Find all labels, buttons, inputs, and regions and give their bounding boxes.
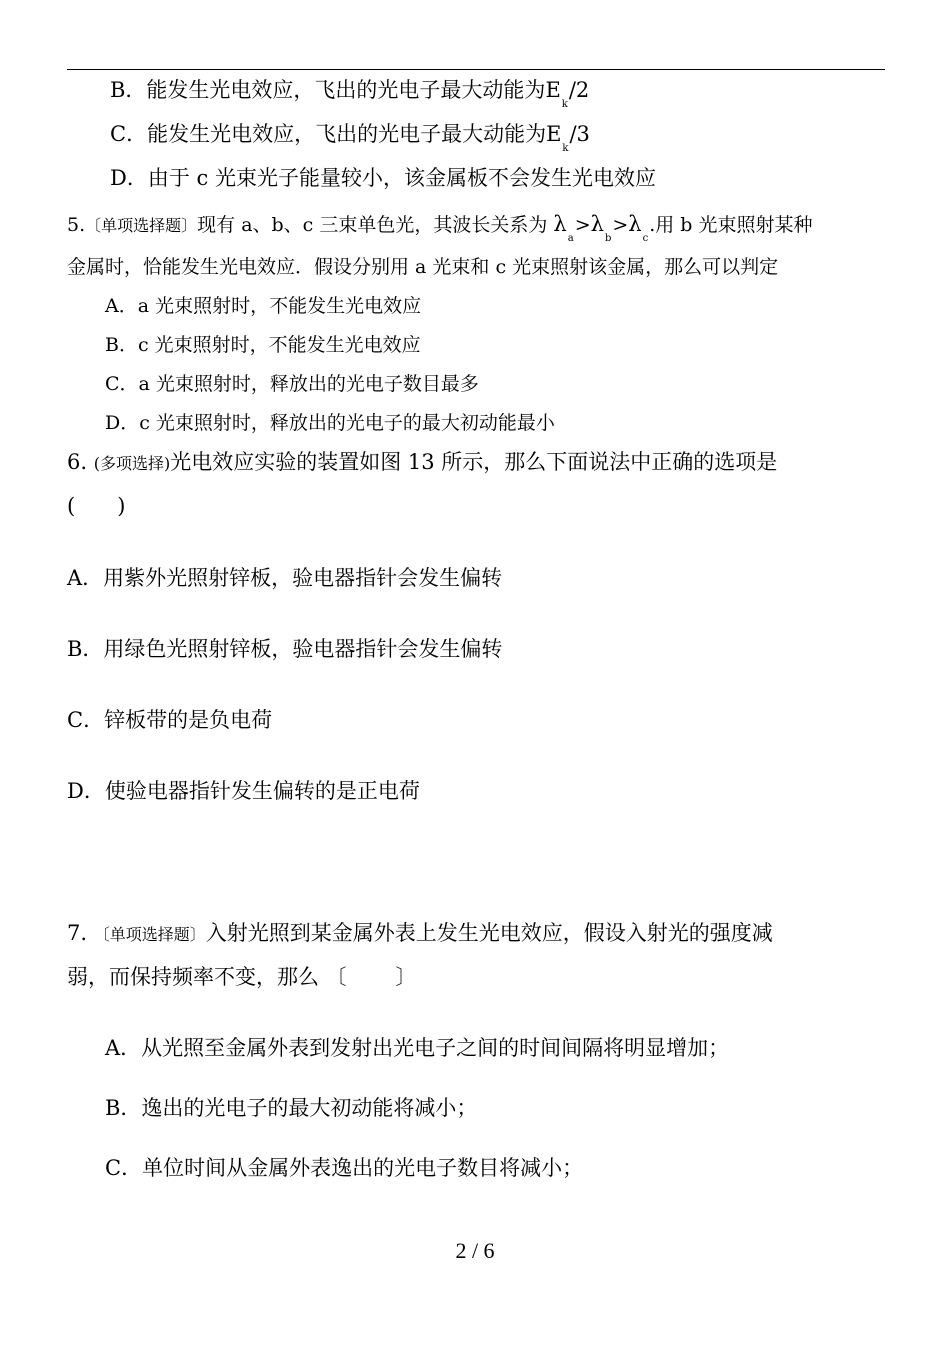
q5-stem-line2: 金属时，恰能发生光电效应．假设分别用 a 光束和 c 光束照射该金属，那么可以判定 [67,256,779,278]
q4-option-b-symbol: E [545,78,561,102]
q4-option-c-symbol: E [546,122,562,146]
q7-text: 入射光照到某金属外表上发生光电效应，假设入射光的强度减 [205,921,773,945]
q4-option-b-text: B．能发生光电效应，飞出的光电子最大动能为 [110,78,546,102]
q7-number: 7. [67,921,88,945]
q6-type-tag: (多项选择) [93,454,171,473]
q5-option-c: C．a 光束照射时，释放出的光电子数目最多 [105,373,479,395]
q5-option-d: D．c 光束照射时，释放出的光电子的最大初动能最小 [105,412,555,434]
q5-sub-a: a [567,233,574,244]
q5-option-a: A．a 光束照射时，不能发生光电效应 [105,295,422,317]
q6-stem [67,446,777,476]
q5-gt-2: > [612,214,629,236]
q7-stem [67,917,773,947]
q5-gt-1: > [574,214,591,236]
q6-option-b: B．用绿色光照射锌板，验电器指针会发生偏转 [67,637,503,661]
q7-option-c: C．单位时间从金属外表逸出的光电子数目将减小； [105,1156,584,1180]
q6-number: 6. [67,450,88,474]
q4-option-d: D．由于 c 光束光子能量较小，该金属板不会发生光电效应 [110,166,656,190]
page-number: 2 / 6 [455,1238,495,1263]
q6-option-c: C．锌板带的是负电荷 [67,708,273,732]
q4-option-c [110,118,590,154]
q5-type-tag: 〔单项选择题〕 [85,216,198,235]
q5-lambda-a: λ [553,212,567,236]
q6-option-a: A．用紫外光照射锌板，验电器指针会发生偏转 [67,566,503,590]
q4-option-b [110,74,590,110]
q5-stem [67,210,813,244]
q6-text: 光电效应实验的装置如图 13 所示，那么下面说法中正确的选项是 [170,450,778,474]
q4-option-c-fraction: /3 [569,122,590,146]
q4-option-c-text: C．能发生光电效应，飞出的光电子最大动能为 [110,122,547,146]
q5-sub-c: c [642,233,649,244]
q7-stem-line2: 弱，而保持频率不变，那么 〔 〕 [67,965,417,989]
q5-number: 5. [67,214,86,236]
q7-option-b: B．逸出的光电子的最大初动能将减小； [105,1096,478,1120]
q6-answer-paren: ( ) [67,494,126,518]
q6-option-d: D．使验电器指针发生偏转的是正电荷 [67,779,420,803]
header-rule [67,69,885,70]
q7-type-tag: 〔单项选择题〕 [93,925,206,944]
q5-text-end: .用 b 光束照射某种 [649,214,813,236]
q5-text: 现有 a、b、c 三束单色光，其波长关系为 [197,214,548,236]
q4-option-c-subscript: k [562,143,569,154]
q7-option-a: A．从光照至金属外表到发射出光电子之间的时间间隔将明显增加； [105,1036,730,1060]
q4-option-b-subscript: k [561,99,568,110]
q5-lambda-b: λ [590,212,604,236]
q4-option-b-fraction: /2 [568,78,590,102]
q5-sub-b: b [604,233,612,244]
q5-option-b: B．c 光束照射时，不能发生光电效应 [105,334,421,356]
q5-lambda-c: λ [628,212,642,236]
